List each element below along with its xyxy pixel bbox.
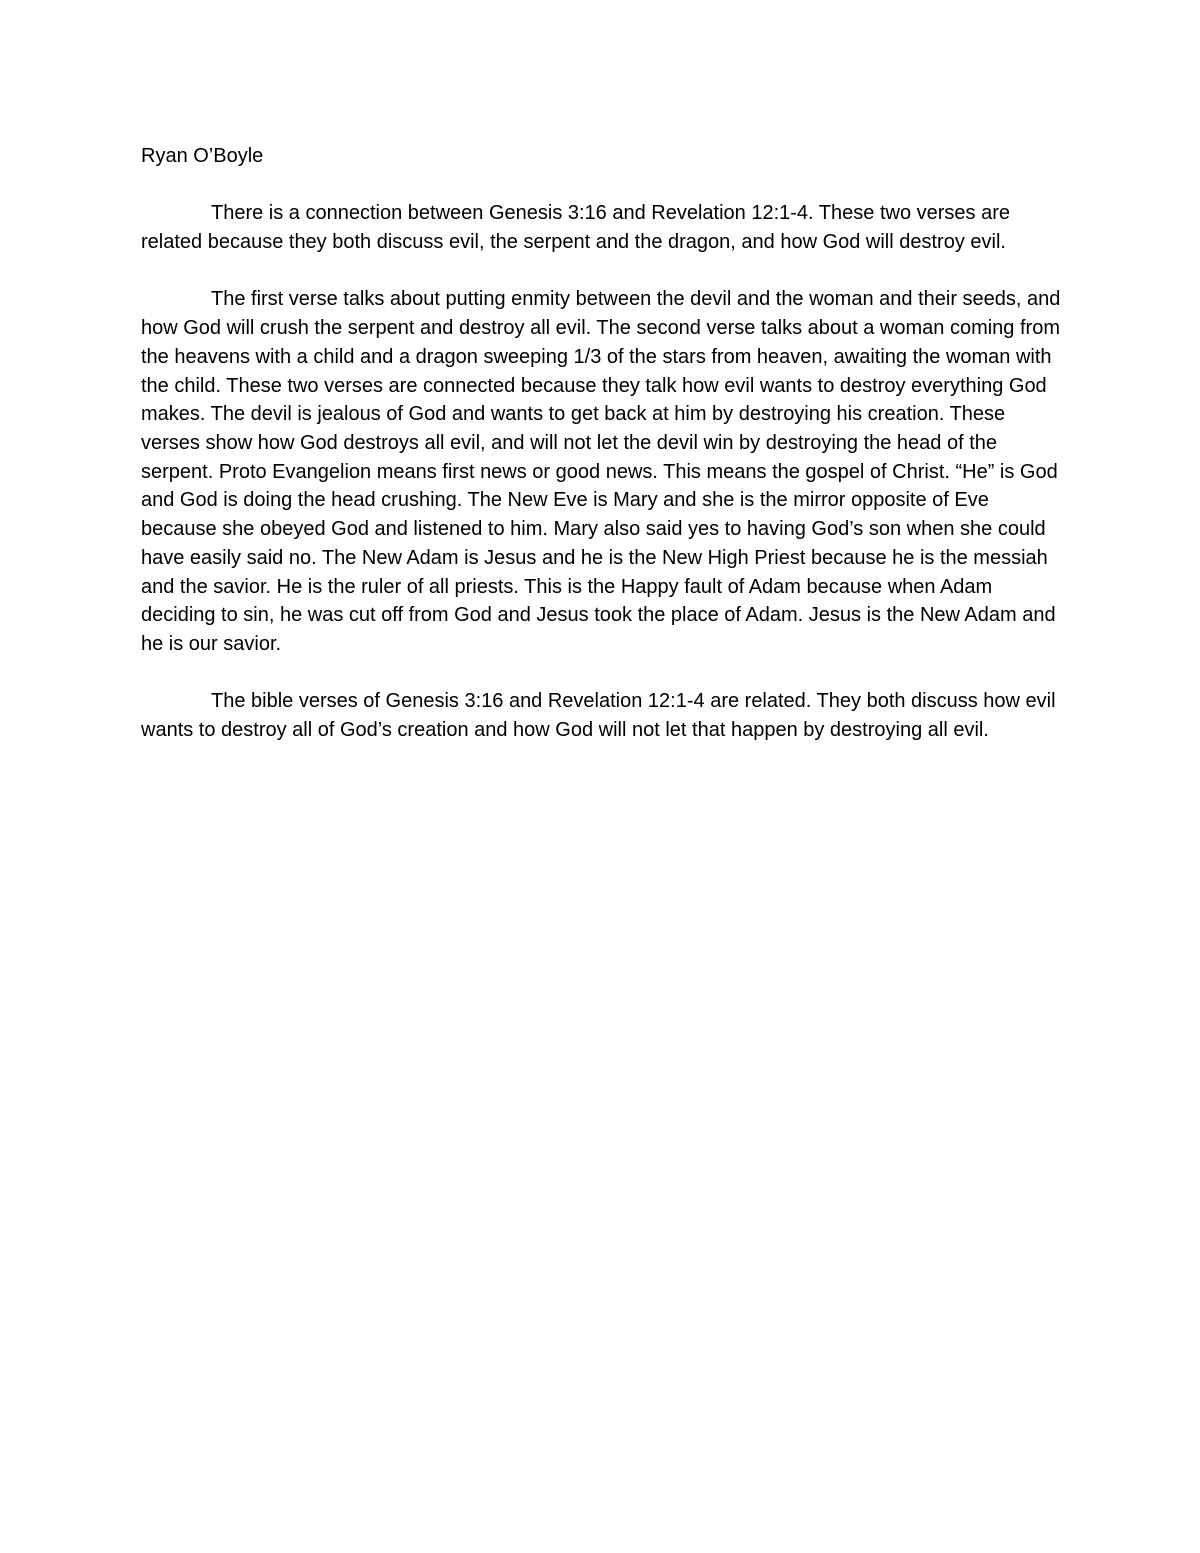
paragraph-body: The first verse talks about putting enmity between the devil and the woman and their seeds, and how God will crush the serpent and destroy all evil. The second verse talks about a woman coming from the heavens with a child and a dragon sweeping 1/3 of the stars from heaven, awaiting the woman with the child. These two verses are connected because they talk how evil wants to destroy everything God makes. The devil is jealous of God and wants to get back at him by destroying his creation. These verses show how God destroys all evil, and will not let the devil win by destroying the head of the serpent. Proto Evangelion means first news or good news. This means the gospel of Christ. “He” is God and God is doing the head crushing. The New Eve is Mary and she is the mirror opposite of Eve because she obeyed God and listened to him. Mary also said yes to having God’s son when she could have easily said no. The New Adam is Jesus and he is the New High Priest because he is the messiah and the savior. He is the ruler of all priests. This is the Happy fault of Adam because when Adam deciding to sin, he was cut off from God and Jesus took the place of Adam. Jesus is the New Adam and he is our savior. (141, 288, 1061, 655)
document-body (141, 142, 1066, 745)
paragraph-conclusion: The bible verses of Genesis 3:16 and Revelation 12:1-4 are related. They both discuss how evil wants to destroy all of God’s creation and how God will not let that happen by destroying all evil. (141, 690, 1056, 742)
author-name: Ryan O’Boyle (141, 145, 264, 167)
paragraph-intro: There is a connection between Genesis 3:16 and Revelation 12:1-4. These two verses are related because they both discuss evil, the serpent and the dragon, and how God will destroy evil. (141, 202, 1010, 254)
